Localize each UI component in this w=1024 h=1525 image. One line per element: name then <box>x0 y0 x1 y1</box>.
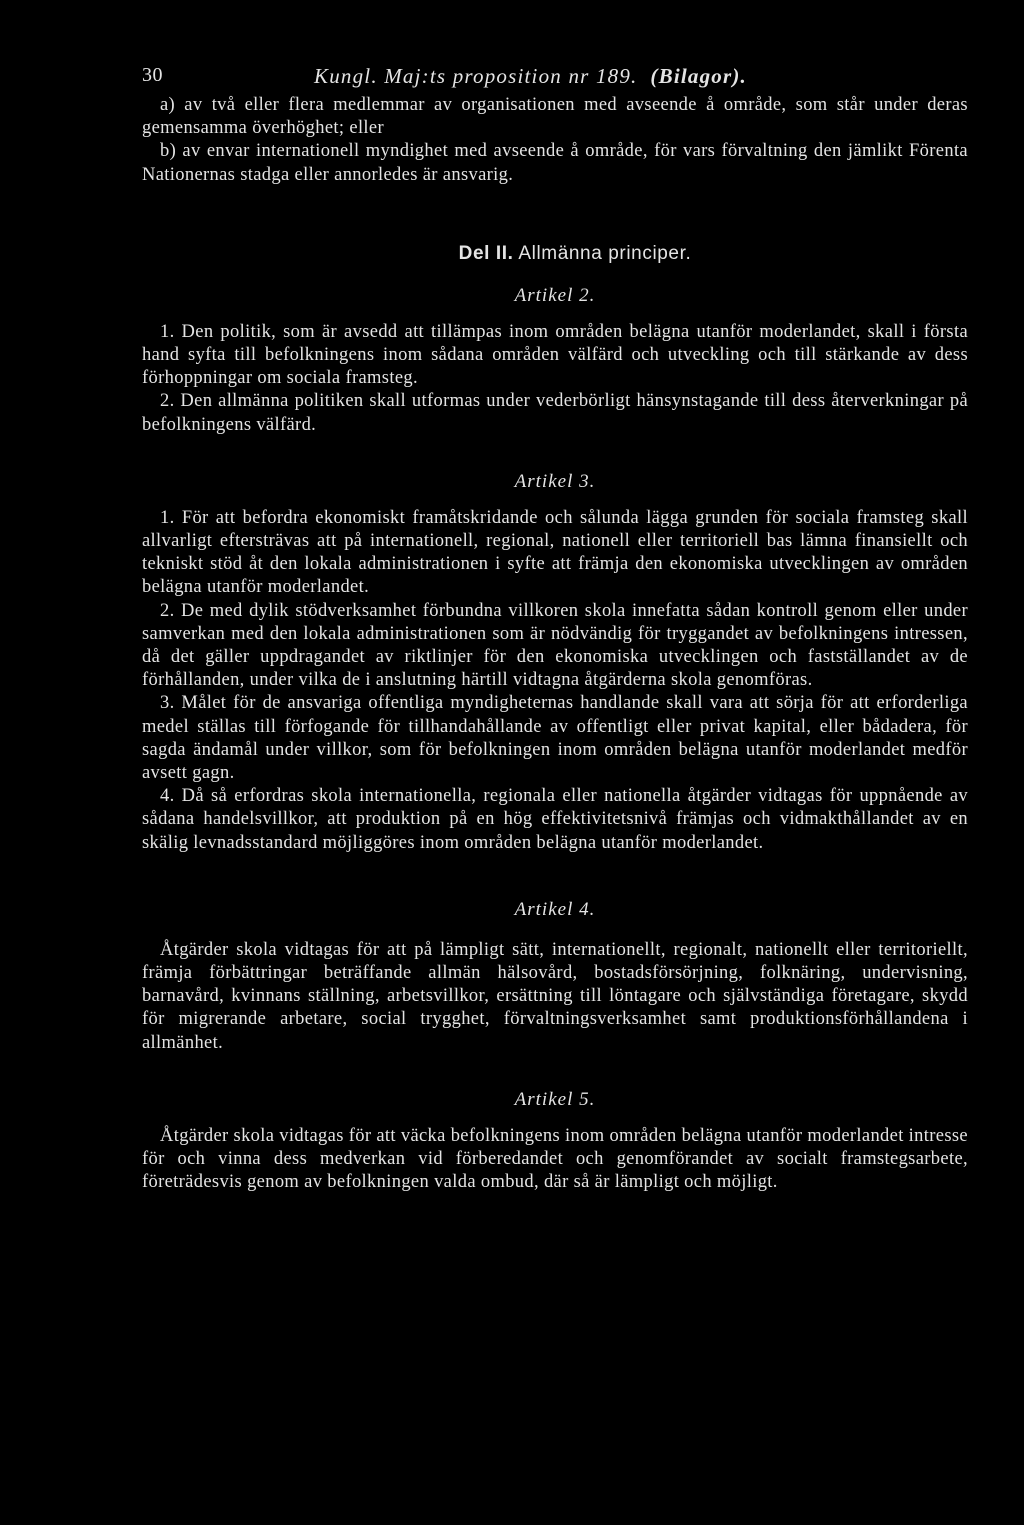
article-paragraph: 1. För att befordra ekonomiskt framåtskridande och sålunda lägga grunden för sociala framsteg skall allvarligt eftersträvas att på internationell, regional, nationell eller territoriell bas lämna finansiellt och tekniskt stöd åt den lokala administrationen i syfte att främja den ekonomiska utvecklingen av områden belägna utanför moderlandet. <box>142 507 968 598</box>
article-3 <box>142 471 968 855</box>
part-title: Allmänna principer. <box>518 242 692 264</box>
article-paragraph: Åtgärder skola vidtagas för att väcka befolkningens inom områden belägna utanför moderlandet intresse för och vinna dess medverkan vid förberedandet och genomförandet av socialt framstegsarbete, företrädesvis genom av befolkningen valda ombud, där så är lämpligt och möjligt. <box>142 1125 968 1193</box>
part-heading <box>142 243 968 265</box>
article-heading: Artikel 5. <box>514 1088 596 1110</box>
page-number: 30 <box>142 64 163 86</box>
article-heading: Artikel 2. <box>514 284 596 306</box>
article-paragraph: 2. Den allmänna politiken skall utformas under vederbörligt hänsynstagande till dess återverkningar på befolkningens välfärd. <box>142 391 968 435</box>
running-title <box>314 64 747 89</box>
article-heading: Artikel 3. <box>514 470 596 492</box>
article-paragraph: 3. Målet för de ansvariga offentliga myndigheternas handlande skall vara att sörja för att erforderliga medel ställas till förfogande för tillhandahållande av offentligt eller privat kapital, eller bådadera, för sagda ändamål under villkor, som för befolkningen inom områden belägna utanför moderlandet medför avsett gagn. <box>142 693 968 784</box>
part-number: Del II. <box>458 242 514 264</box>
article-4 <box>142 899 968 1055</box>
article-paragraph: 2. De med dylik stödverksamhet förbundna villkoren skola innefatta sådan kontroll genom eller under samverkan med den lokala administrationen som är nödvändig för tryggandet av befolkningens intressen, då det gäller uppdragandet av riktlinjer för den ekonomiska utvecklingen och fastställandet av de förhållanden, under vilka de i anslutning härtill vidtagna åtgärderna skola genomföras. <box>142 600 968 691</box>
article-paragraph: Åtgärder skola vidtagas för att på lämpligt sätt, internationellt, regionalt, nationellt eller territoriellt, främja förbättringar beträffande allmän hälsovård, bostadsförsörjning, folknäring, undervisning, barnavård, kvinnans ställning, arbetsvillkor, ersättning till löntagare och självständiga företagare, skydd för migrerande arbetare, social trygghet, förvaltningsverksamhet samt produktionsförhållandena i allmänhet. <box>142 939 968 1053</box>
article-5 <box>142 1089 968 1195</box>
publication-subtitle: (Bilagor). <box>650 64 748 88</box>
document-page <box>142 64 968 1195</box>
article-paragraph: 1. Den politik, som är avsedd att tillämpas inom områden belägna utanför moderlandet, skall i första hand syfta till befolkningens inom sådana områden välfärd och utveckling och till stärkande av dess förhoppningar om sociala framsteg. <box>142 321 968 389</box>
publication-title: Kungl. Maj:ts proposition nr 189. <box>314 64 638 88</box>
article-2 <box>142 285 968 437</box>
intro-section <box>142 94 968 187</box>
intro-item-b: b) av envar internationell myndighet med avseende å område, för vars förvaltning den jämlikt Förenta Nationernas stadga eller annorledes är ansvarig. <box>142 141 968 185</box>
running-header <box>142 64 968 94</box>
intro-item-a: a) av två eller flera medlemmar av organisationen med avseende å område, som står under deras gemensamma överhöghet; eller <box>142 95 968 139</box>
article-heading: Artikel 4. <box>514 898 596 920</box>
article-paragraph: 4. Då så erfordras skola internationella, regionala eller nationella åtgärder vidtagas för uppnående av sådana handelsvillkor, att produktion på en hög effektivitetsnivå främjas och vidmakthållandet av en skälig levnadsstandard möjliggöres inom områden belägna utanför moderlandet. <box>142 786 968 853</box>
